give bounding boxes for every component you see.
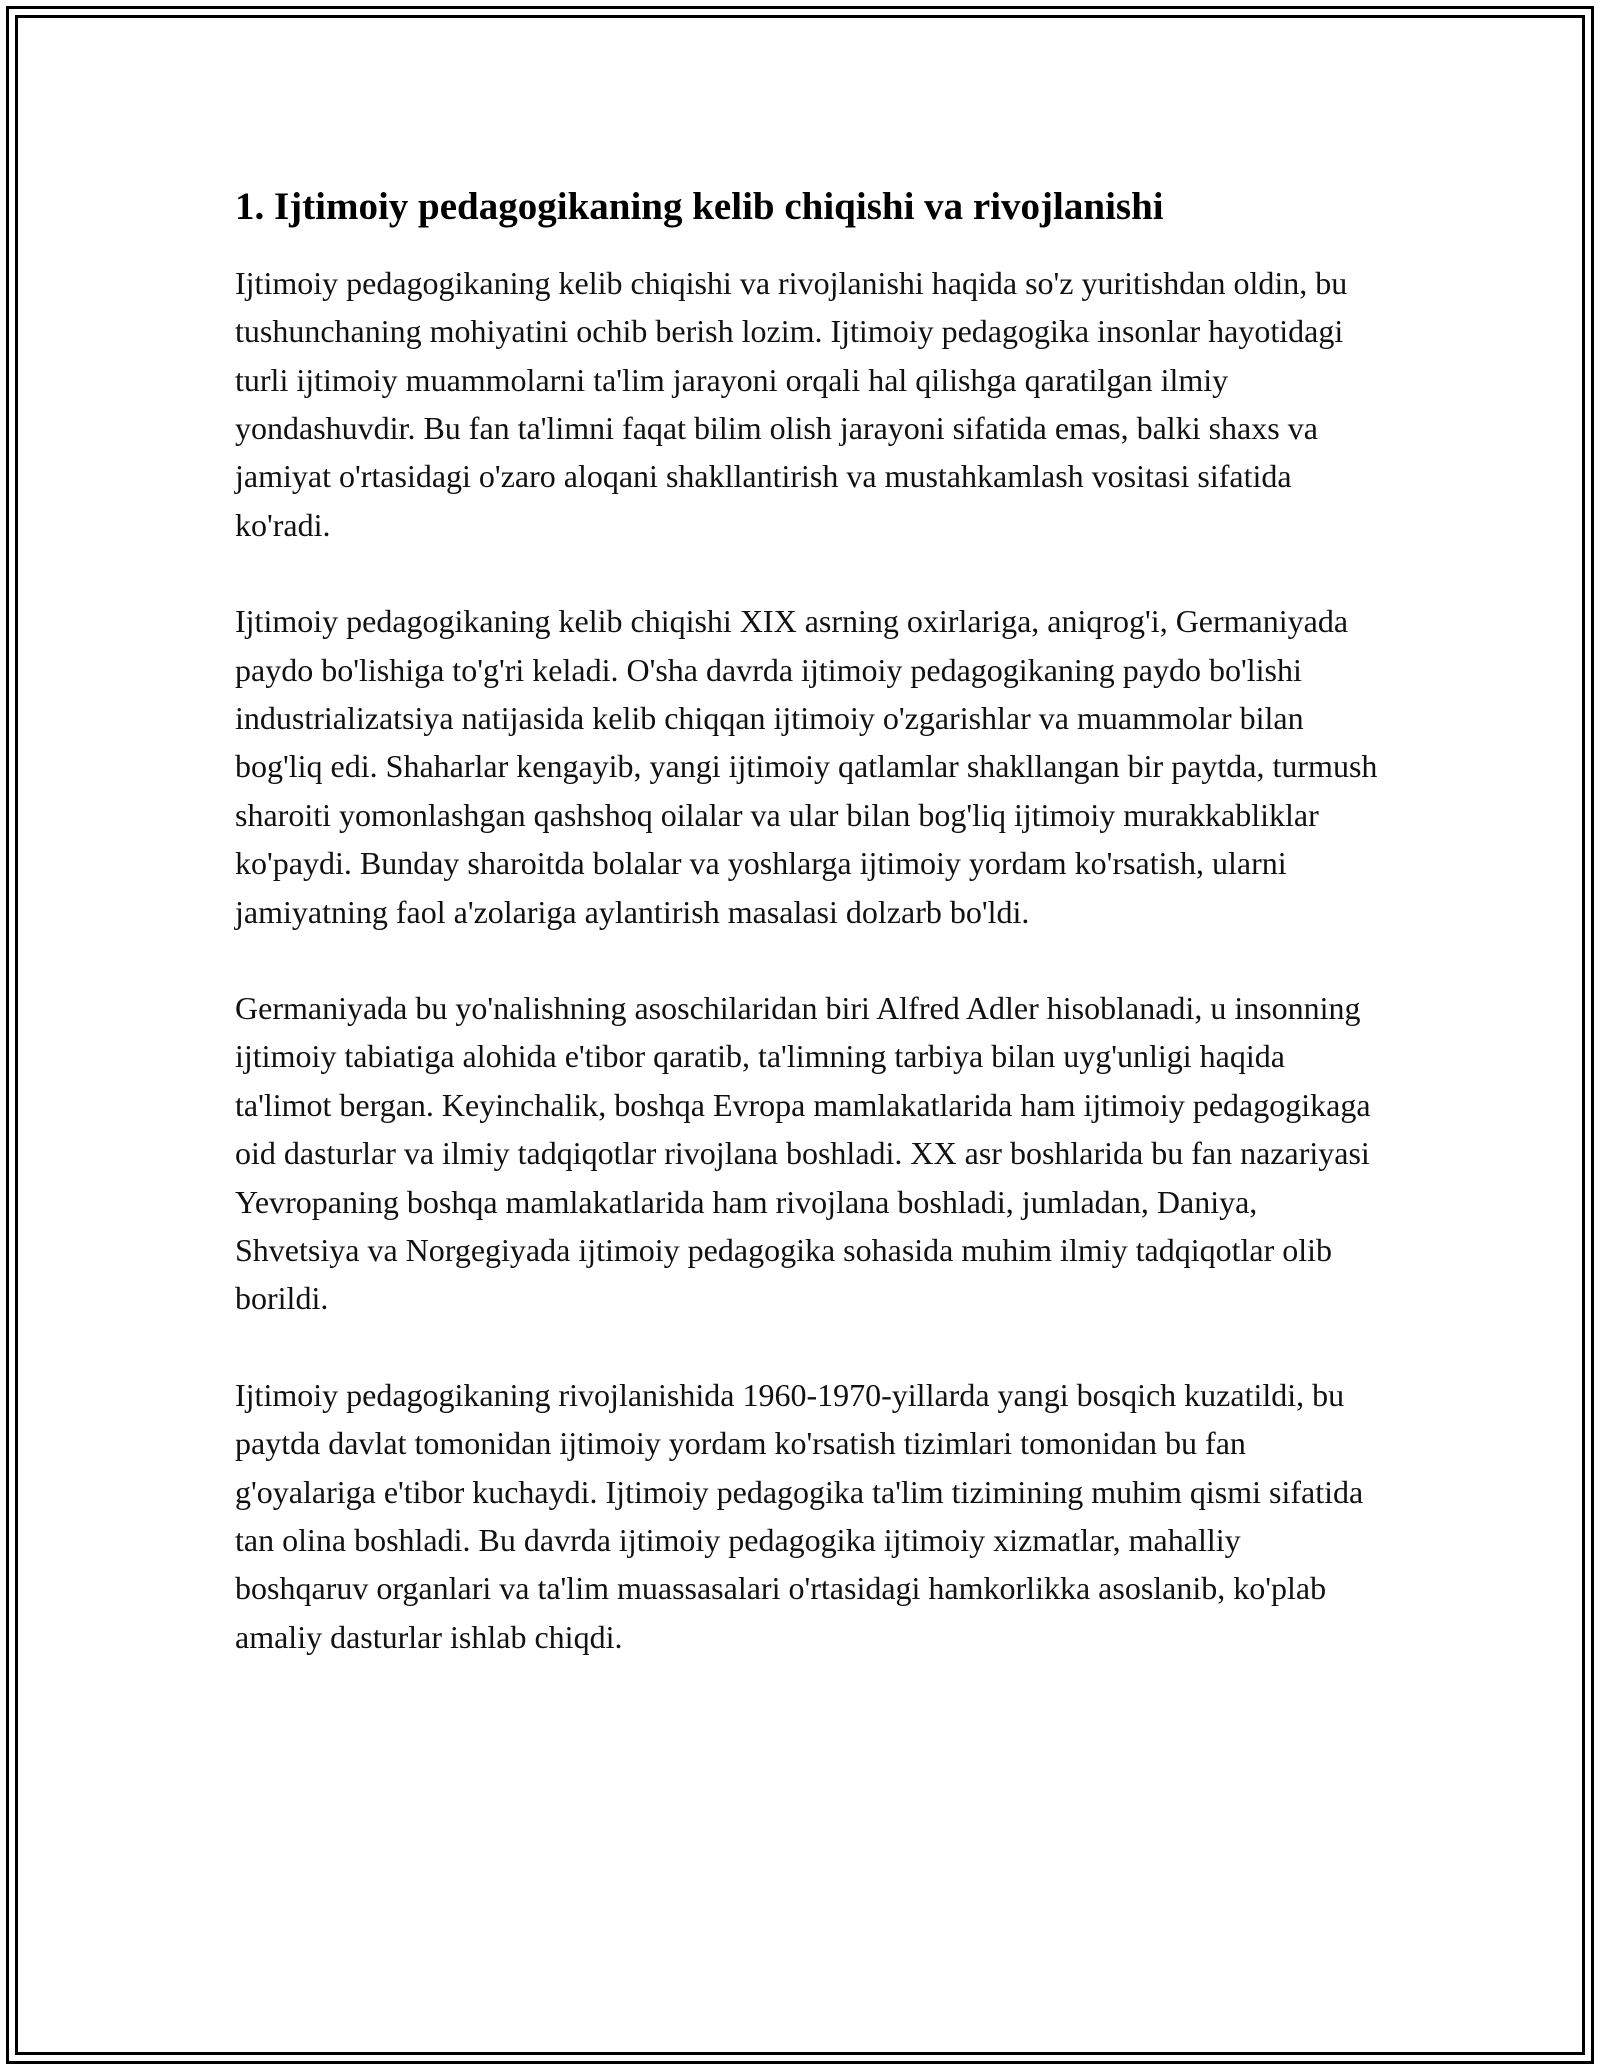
- paragraph-4: Ijtimoiy pedagogikaning rivojlanishida 1960-1970-yillarda yangi bosqich kuzatildi, bu paytda davlat tomonidan ijtimoiy yordam ko'rsatish tizimlari tomonidan bu fan g'oyalariga e'tibor kuchaydi. Ijtimoiy pedagogika ta'lim tizimining muhim qismi sifatida tan olina boshladi. Bu davrda ijtimoiy pedagogika ijtimoiy xizmatlar, mahalliy boshqaruv organlari va ta'lim muassasalari o'rtasidagi hamkorlikka asoslanib, ko'plab amaliy dasturlar ishlab chiqdi.: [235, 1376, 1364, 1655]
- document-body: [235, 182, 1380, 1709]
- paragraph-2: Ijtimoiy pedagogikaning kelib chiqishi XIX asrning oxirlariga, aniqrog'i, Germaniyada paydo bo'lishiga to'g'ri keladi. O'sha davrda ijtimoiy pedagogikaning paydo bo'lishi industrializatsiya natijasida kelib chiqqan ijtimoiy o'zgarishlar va muammolar bilan bog'liq edi. Shaharlar kengayib, yangi ijtimoiy qatlamlar shakllangan bir paytda, turmush sharoiti yomonlashgan qashshoq oilalar va ular bilan bog'liq ijtimoiy murakkabliklar ko'paydi. Bunday sharoitda bolalar va yoshlarga ijtimoiy yordam ko'rsatish, ularni jamiyatning faol a'zolariga aylantirish masalasi dolzarb bo'ldi.: [235, 603, 1378, 930]
- section-heading: 1. Ijtimoiy pedagogikaning kelib chiqishi va rivojlanishi: [235, 185, 1164, 228]
- paragraph-1: Ijtimoiy pedagogikaning kelib chiqishi va rivojlanishi haqida so'z yuritishdan oldin, bu tushunchaning mohiyatini ochib berish lozim. Ijtimoiy pedagogika insonlar hayotidagi turli ijtimoiy muammolarni ta'lim jarayoni orqali hal qilishga qaratilgan ilmiy yondashuvdir. Bu fan ta'limni faqat bilim olish jarayoni sifatida emas, balki shaxs va jamiyat o'rtasidagi o'zaro aloqani shakllantirish va mustahkamlash vositasi sifatida ko'radi.: [235, 264, 1348, 543]
- paragraph-3: Germaniyada bu yo'nalishning asoschilaridan biri Alfred Adler hisoblanadi, u insonning ijtimoiy tabiatiga alohida e'tibor qaratib, ta'limning tarbiya bilan uyg'unligi haqida ta'limot bergan. Keyinchalik, boshqa Evropa mamlakatlarida ham ijtimoiy pedagogikaga oid dasturlar va ilmiy tadqiqotlar rivojlana boshladi. XX asr boshlarida bu fan nazariyasi Yevropaning boshqa mamlakatlarida ham rivojlana boshladi, jumladan, Daniya, Shvetsiya va Norgegiyada ijtimoiy pedagogika sohasida muhim ilmiy tadqiqotlar olib borildi.: [235, 989, 1371, 1317]
